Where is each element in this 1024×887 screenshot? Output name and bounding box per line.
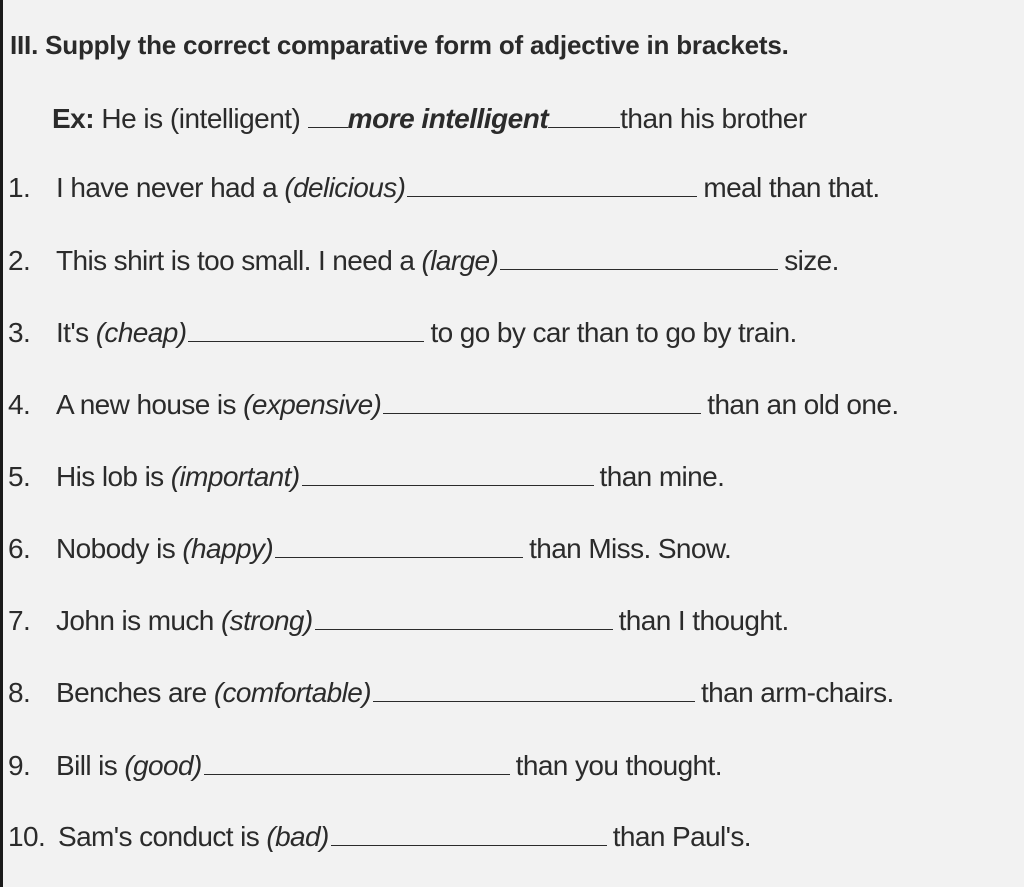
- question-before: I have never had a: [56, 172, 278, 203]
- answer-blank-7[interactable]: [315, 607, 613, 630]
- question-number: 7.: [8, 605, 31, 636]
- question-number: 8.: [8, 677, 31, 708]
- question-before: This shirt is too small. I need a: [56, 245, 415, 276]
- question-before: His lob is: [56, 461, 164, 492]
- question-adjective: (comfortable): [213, 677, 371, 708]
- question-before: Benches are: [56, 677, 207, 708]
- question-number: 3.: [8, 317, 31, 348]
- question-after: than an old one.: [707, 389, 899, 420]
- question-number: 2.: [8, 245, 31, 276]
- question-after: than arm-chairs.: [700, 677, 894, 708]
- answer-blank-6[interactable]: [275, 535, 523, 558]
- question-6: [8, 533, 731, 565]
- question-adjective: (important): [170, 461, 300, 492]
- question-7: [8, 605, 789, 637]
- answer-blank-8[interactable]: [373, 679, 695, 702]
- question-number: 9.: [8, 750, 31, 781]
- question-10: [8, 821, 751, 853]
- question-before: John is much: [56, 605, 214, 636]
- question-number: 6.: [8, 533, 31, 564]
- example-blank-left: [308, 101, 348, 128]
- question-number: 10.: [8, 821, 46, 852]
- answer-blank-9[interactable]: [204, 752, 510, 775]
- answer-blank-10[interactable]: [331, 823, 607, 846]
- question-after: than Paul's.: [612, 821, 751, 852]
- question-after: than I thought.: [618, 605, 789, 636]
- question-after: than mine.: [599, 461, 725, 492]
- example-sentence: [52, 101, 807, 135]
- example-label: Ex:: [52, 103, 95, 134]
- answer-blank-1[interactable]: [407, 174, 697, 197]
- question-before: Nobody is: [56, 533, 176, 564]
- question-adjective: (bad): [266, 821, 329, 852]
- answer-blank-4[interactable]: [383, 391, 701, 414]
- question-before: A new house is: [56, 389, 236, 420]
- left-border: [0, 0, 3, 887]
- exercise-heading: III. Supply the correct comparative form of adjective in brackets.: [10, 30, 789, 60]
- question-number: 1.: [8, 172, 31, 203]
- question-adjective: (strong): [220, 605, 313, 636]
- answer-blank-2[interactable]: [500, 247, 778, 270]
- question-adjective: (cheap): [95, 317, 187, 348]
- question-after: size.: [784, 245, 839, 276]
- question-number: 4.: [8, 389, 31, 420]
- question-adjective: (good): [124, 750, 202, 781]
- question-9: [8, 750, 722, 782]
- question-before: Bill is: [56, 750, 118, 781]
- question-1: [8, 172, 880, 204]
- question-adjective: (large): [421, 245, 499, 276]
- example-before: He is (intelligent): [101, 103, 301, 134]
- question-after: than you thought.: [515, 750, 722, 781]
- answer-blank-3[interactable]: [188, 319, 424, 342]
- question-after: to go by car than to go by train.: [430, 317, 797, 348]
- question-5: [8, 461, 724, 493]
- question-adjective: (expensive): [243, 389, 382, 420]
- answer-blank-5[interactable]: [302, 463, 594, 486]
- question-adjective: (delicious): [284, 172, 406, 203]
- question-4: [8, 389, 899, 421]
- question-before: It's: [56, 317, 89, 348]
- question-after: meal than that.: [703, 172, 880, 203]
- question-adjective: (happy): [182, 533, 274, 564]
- question-8: [8, 677, 894, 709]
- question-number: 5.: [8, 461, 31, 492]
- question-3: [8, 317, 797, 349]
- example-answer: more intelligent: [347, 103, 549, 134]
- question-2: [8, 245, 839, 277]
- question-before: Sam's conduct is: [58, 821, 260, 852]
- question-after: than Miss. Snow.: [529, 533, 732, 564]
- example-after: than his brother: [620, 103, 807, 134]
- example-blank-right: [548, 101, 620, 128]
